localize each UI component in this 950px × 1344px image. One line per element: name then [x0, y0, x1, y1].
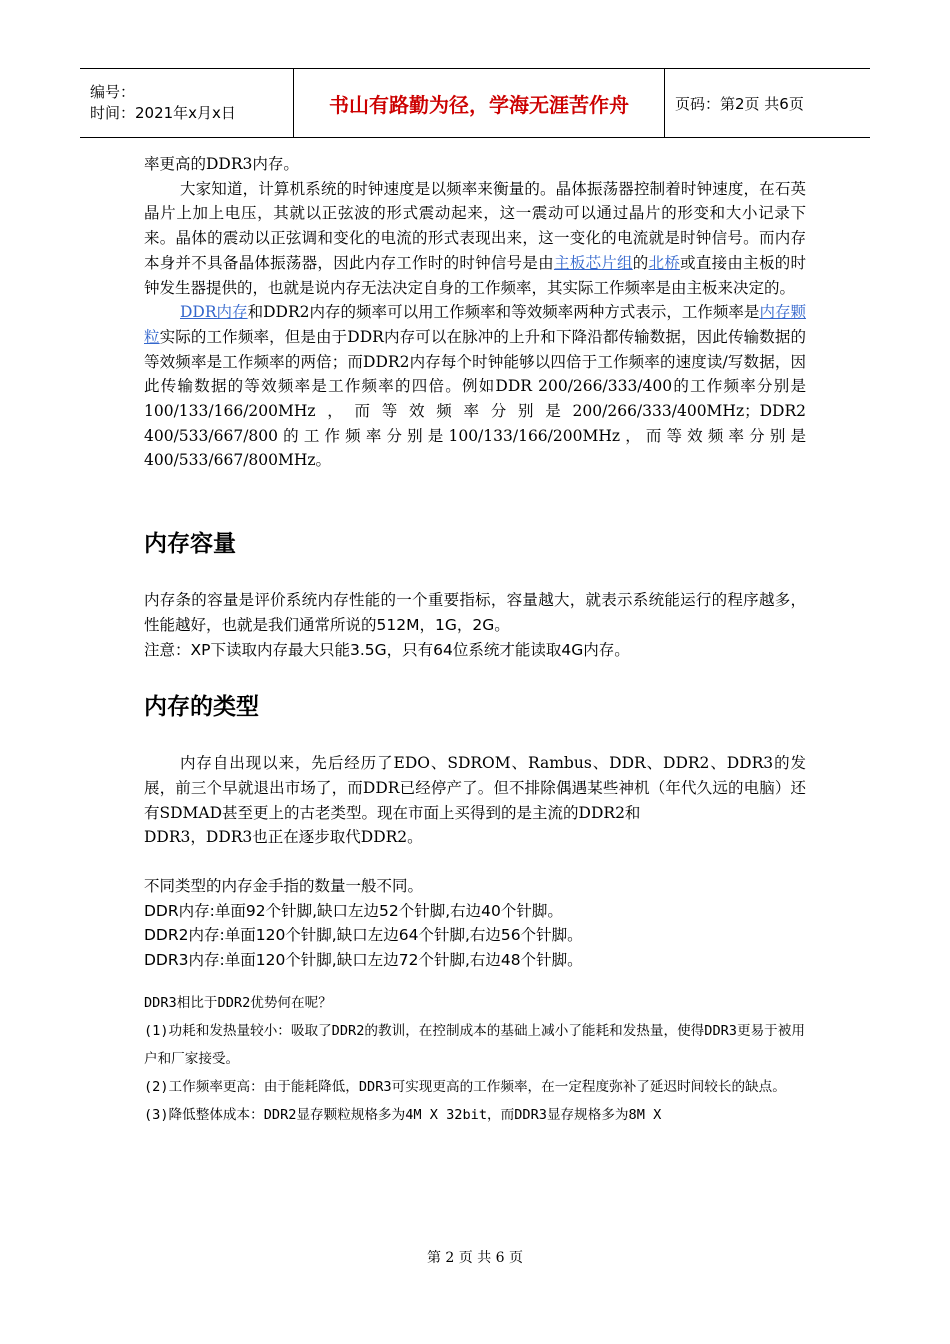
advantage-1: (1)功耗和发热量较小：吸取了DDR2的教训，在控制成本的基础上减小了能耗和发热量，使得DDR3更易于被用户和厂家接受。	[144, 1022, 805, 1067]
freq-de: 的	[632, 253, 649, 272]
types-paragraph-1b: DDR3，DDR3也正在逐步取代DDR2。	[144, 828, 423, 847]
header-number: 编号：	[90, 83, 136, 101]
link-ddr-memory[interactable]: DDR内存	[180, 303, 248, 322]
header-meta	[80, 69, 293, 137]
capacity-note: 注意：XP下读取内存最大只能3.5G，只有64位系统才能读取4G内存。	[144, 640, 630, 659]
freq-line0: 率更高的DDR3内存。	[144, 155, 299, 173]
header-page-info	[665, 69, 870, 137]
freq-paragraph-2	[144, 300, 806, 473]
pins-ddr2: DDR2内存:单面120个针脚,缺口左边64个针脚,右边56个针脚。	[144, 926, 583, 945]
freq-p2b: 实际的工作频率，但是由于DDR内存可以在脉冲的上升和下降沿都传输数据，因此传输数据的等效频率是工作频率的两倍；而DDR2内存每个时钟能够以四倍于工作频率的速度读/写数据，因此传输数据的等效频率是工作频率的四倍。例如DDR 200/266/333/400的工作频率分别是100/133/166/200MHz，而等效频率分别是200/266/333/400MHz；DDR2 400/533/667/800的工作频率分别是100/133/166/200MHz，而等效频率分别是400/533/667/800MHz。	[144, 327, 806, 470]
pins-intro: 不同类型的内存金手指的数量一般不同。	[144, 877, 424, 896]
capacity-paragraph: 内存条的容量是评价系统内存性能的一个重要指标，容量越大，就表示系统能运行的程序越多，性能越好，也就是我们通常所说的512M，1G，2G。	[144, 591, 806, 634]
freq-p1-end: 或直接由主板的时钟发生器提供的，也就是说内存无法决定自身的工作频率，其实际工作频率是由主板来决定的。	[144, 253, 806, 297]
pins-ddr3: DDR3内存:单面120个针脚,缺口左边72个针脚,右边48个针脚。	[144, 951, 583, 970]
section-title-types: 内存的类型	[144, 694, 259, 721]
freq-p1-text: 大家知道，计算机系统的时钟速度是以频率来衡量的。晶体振荡器控制着时钟速度，在石英晶片上加上电压，其就以正弦波的形式震动起来，这一震动可以通过晶片的形变和大小记录下来。晶体的震动以正弦调和变化的电流的形式表现出来，这一变化的电流就是时钟信号。而内存本身并不具备晶体振荡器，因此内存工作时的时钟信号是由	[144, 179, 806, 272]
freq-paragraph-1	[144, 177, 806, 301]
advantage-2: (2)工作频率更高：由于能耗降低，DDR3可实现更高的工作频率，在一定程度弥补了延迟时间较长的缺点。	[144, 1078, 786, 1095]
freq-p2a: 和DDR2内存的频率可以用工作频率和等效频率两种方式表示，工作频率是	[247, 303, 760, 322]
page-header	[80, 68, 870, 138]
link-memory-chip[interactable]: 内存颗粒	[144, 303, 806, 346]
header-page-text: 页码：第2页 共6页	[675, 94, 804, 113]
page-footer: 第 2 页 共 6 页	[426, 1250, 524, 1266]
advantage-question: DDR3相比于DDR2优势何在呢？	[144, 994, 332, 1011]
pins-ddr: DDR内存:单面92个针脚,缺口左边52个针脚,右边40个针脚。	[144, 901, 563, 920]
link-northbridge[interactable]: 北桥	[648, 253, 681, 272]
section-title-capacity: 内存容量	[144, 531, 236, 558]
document-body	[144, 152, 806, 1129]
advantage-3: (3)降低整体成本：DDR2显存颗粒规格多为4M X 32bit，而DDR3显存规格多为8M X	[144, 1106, 662, 1123]
link-motherboard-chipset[interactable]: 主板芯片组	[553, 253, 633, 272]
header-motto	[293, 69, 665, 137]
header-motto-text: 书山有路勤为径，学海无涯苦作舟	[329, 92, 629, 117]
types-paragraph-1: 内存自出现以来，先后经历了EDO、SDROM、Rambus、DDR、DDR2、DDR3的发展，前三个早就退出市场了，而DDR已经停产了。但不排除偶遇某些神机（年代久远的电脑）还有SDMAD甚至更上的古老类型。现在市面上买得到的是主流的DDR2和	[144, 754, 806, 822]
header-time: 时间：2021年x月x日	[90, 104, 236, 122]
